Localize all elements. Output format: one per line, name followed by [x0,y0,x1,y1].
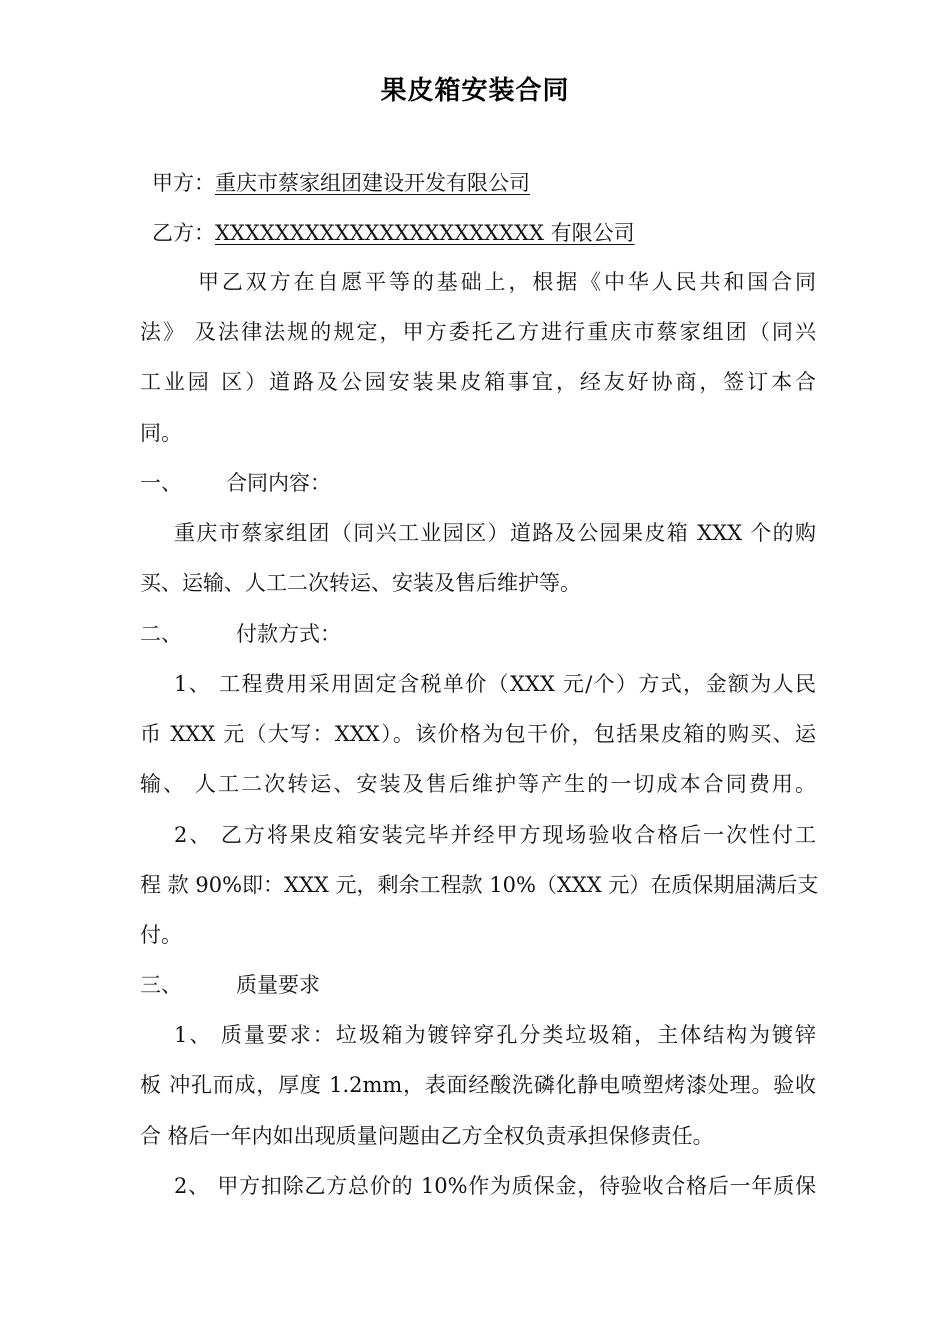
party-a-label: 甲方： [152,171,215,195]
section-2-item-2-line-3: 付。 [140,923,182,947]
section-3-heading [140,970,816,1000]
party-a-name: 重庆市蔡家组团建设开发有限公司 [215,171,530,195]
section-1-heading [140,468,816,498]
section-3-title: 质量要求 [236,973,320,997]
section-1-line-1: 重庆市蔡家组团（同兴工业园区）道路及公园果皮箱 XXX 个的购 [174,521,816,545]
section-1-number: 一、 [140,471,182,495]
section-3-item-1-line-1: 1、 质量要求：垃圾箱为镀锌穿孔分类垃圾箱，主体结构为镀锌 [174,1023,816,1047]
document-title: 果皮箱安装合同 [380,76,570,106]
section-3-number: 三、 [140,973,182,997]
section-2-item-2-line-2: 程 款 90%即：XXX 元，剩余工程款 10%（XXX 元）在质保期届满后支 [140,873,819,897]
party-b-name: XXXXXXXXXXXXXXXXXXXXXX 有限公司 [215,221,635,245]
section-2-item-1-line-1: 1、 工程费用采用固定含税单价（XXX 元/个）方式，金额为人民 [174,672,816,696]
section-2-item-2-line-1: 2、 乙方将果皮箱安装完毕并经甲方现场验收合格后一次性付工 [174,823,816,847]
section-1-line-2: 买、运输、人工二次转运、安装及售后维护等。 [140,571,581,595]
party-a-line [152,168,828,198]
intro-line-3: 工业园 区）道路及公园安装果皮箱事宜，经友好协商，签订本合 [140,370,816,394]
section-1-title: 合同内容： [226,471,331,495]
section-3-item-2-line-1: 2、 甲方扣除乙方总价的 10%作为质保金，待验收合格后一年质保 [174,1174,816,1198]
party-b-label: 乙方： [152,221,215,245]
section-2-item-1-line-2: 币 XXX 元（大写：XXX）。该价格为包干价，包括果皮箱的购买、运 [140,722,816,746]
intro-line-1: 甲乙双方在自愿平等的基础上，根据《中华人民共和国合同 [198,270,816,294]
section-3-item-1-line-3: 合 格后一年内如出现质量问题由乙方全权负责承担保修责任。 [140,1124,714,1148]
section-2-title: 付款方式： [236,622,341,646]
section-2-heading [140,619,816,649]
section-3-item-1-line-2: 板 冲孔而成，厚度 1.2mm，表面经酸洗磷化静电喷塑烤漆处理。验收 [140,1073,816,1097]
intro-line-4: 同。 [140,421,182,445]
section-2-item-1-line-3: 输、 人工二次转运、安装及售后维护等产生的一切成本合同费用。 [140,772,816,796]
intro-line-2: 法》 及法律法规的规定，甲方委托乙方进行重庆市蔡家组团（同兴 [140,320,816,344]
party-b-line [152,218,828,248]
section-2-number: 二、 [140,622,182,646]
